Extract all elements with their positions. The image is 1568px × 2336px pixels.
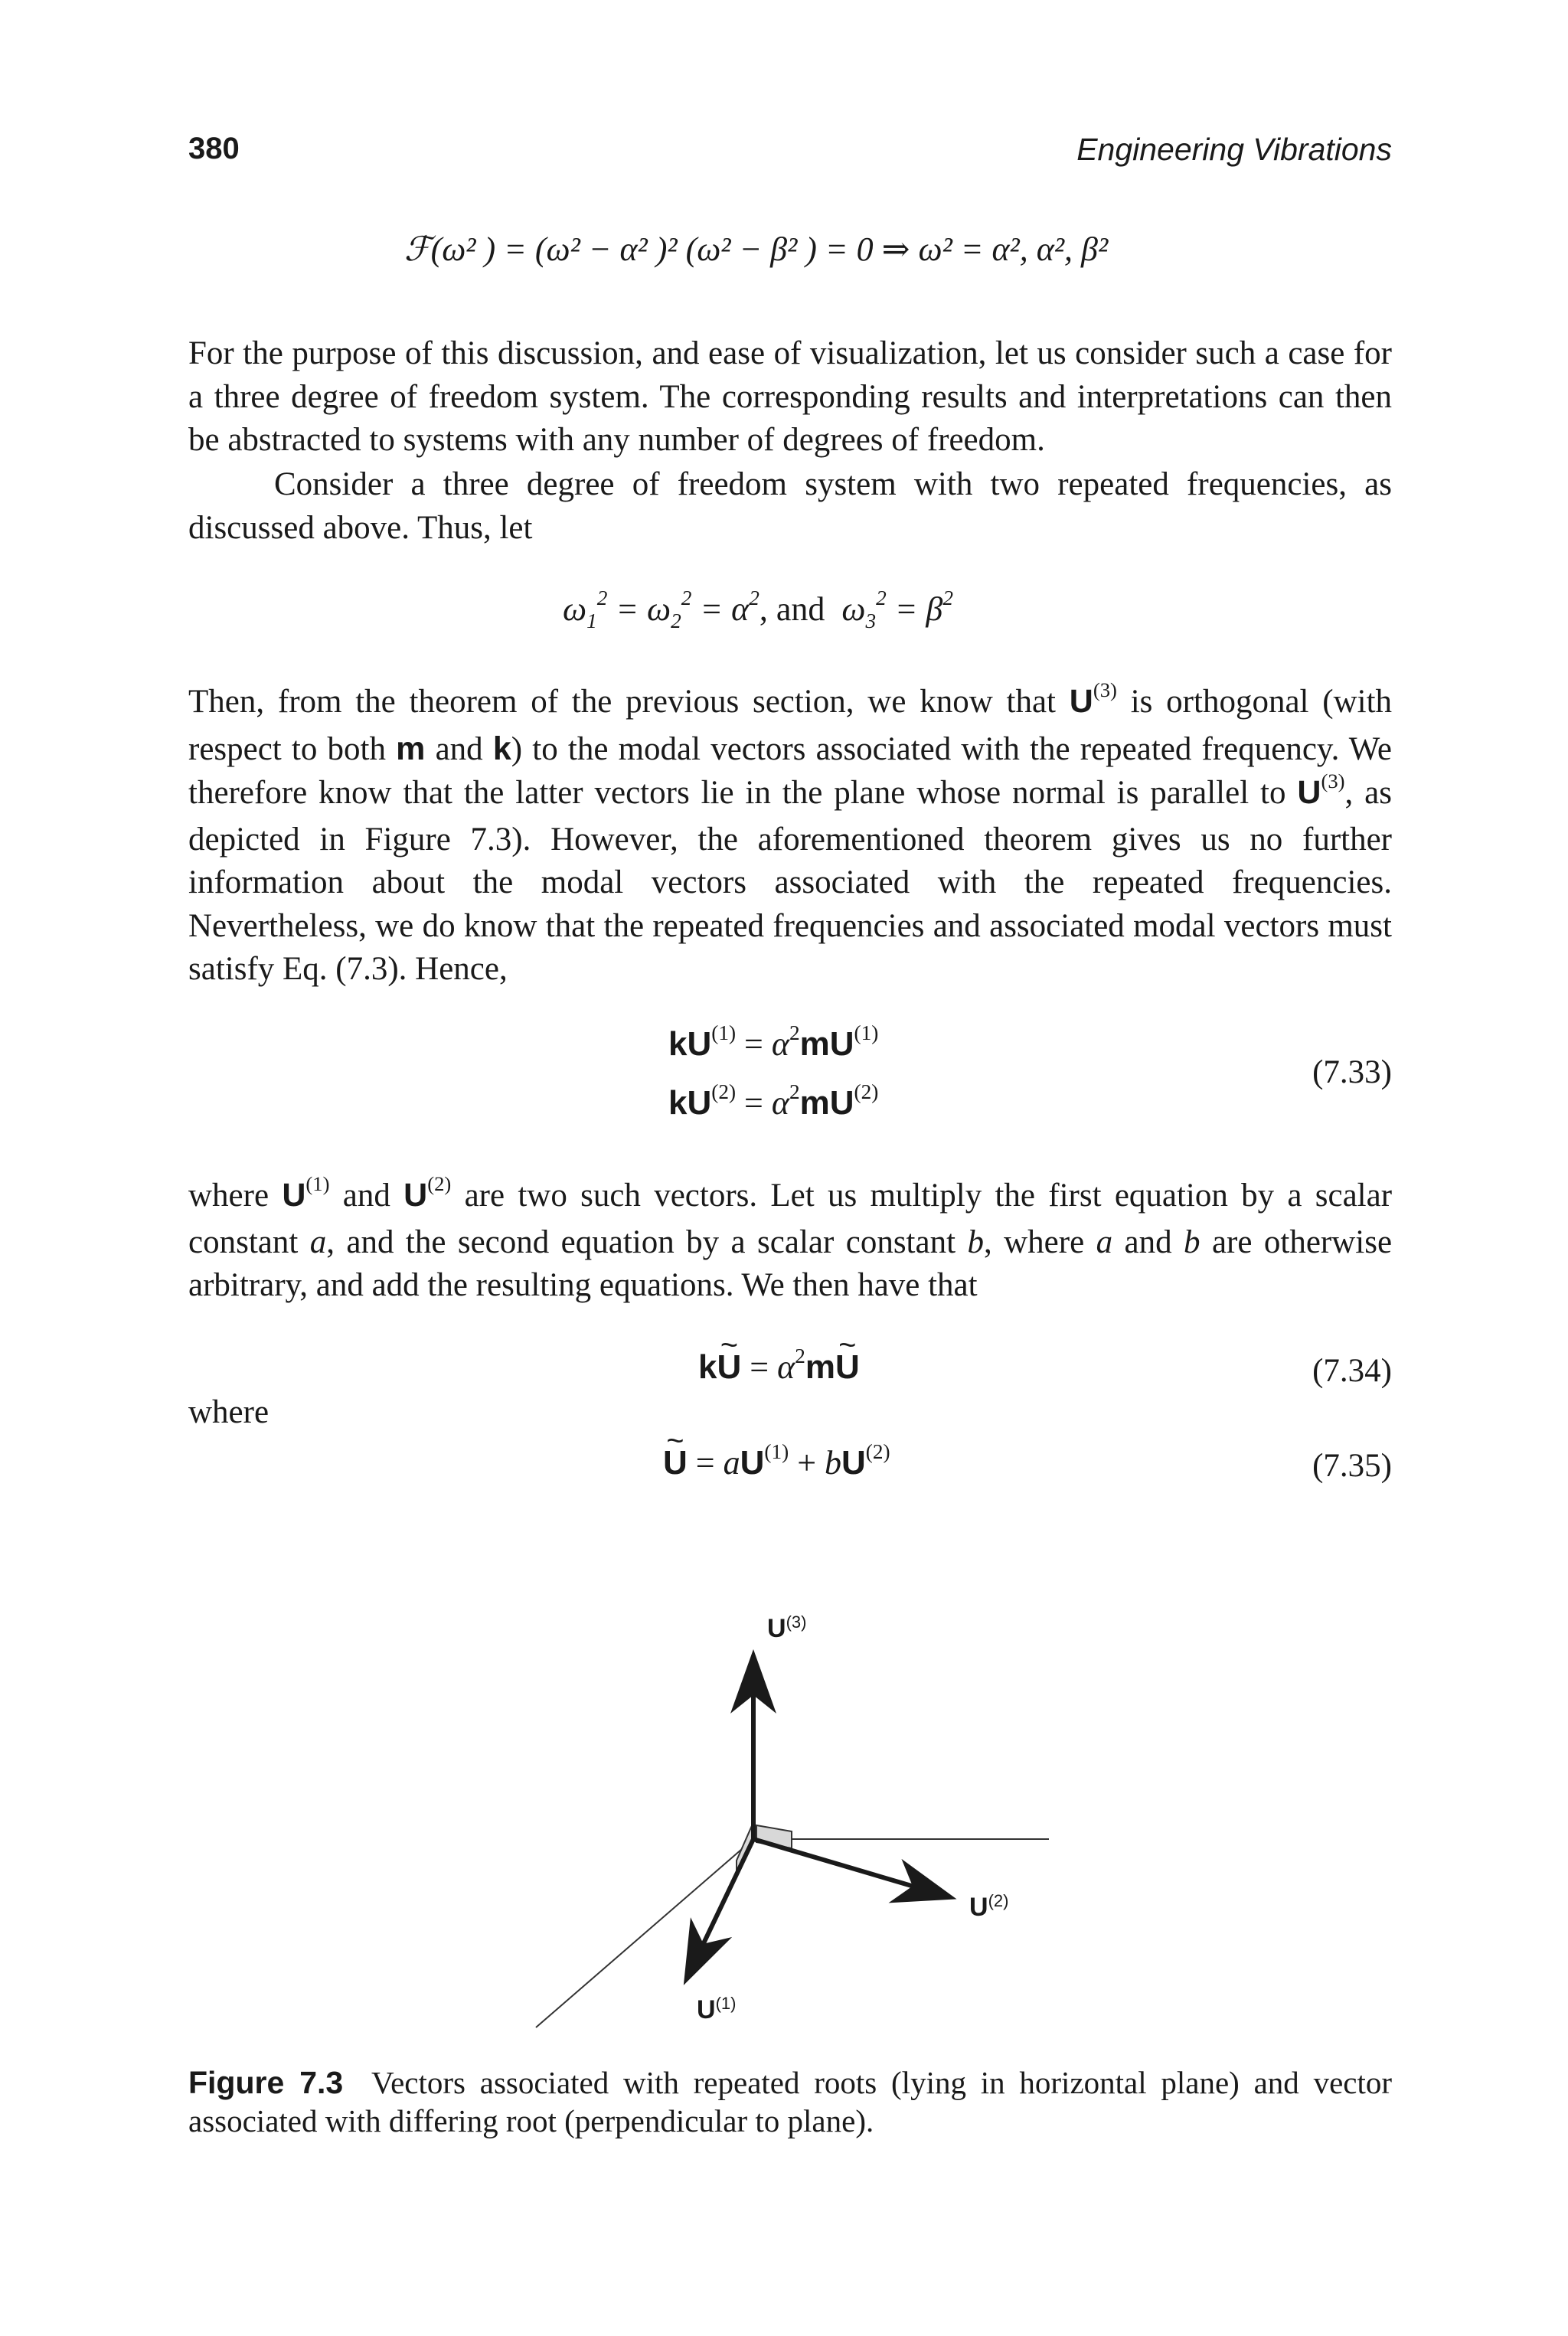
vector-u1-arrow [688, 1839, 753, 1977]
paragraph-2: Consider a three degree of freedom system with two repeated frequencies, as discussed above. Thus, let [188, 466, 1392, 546]
equation-number-7-35: (7.35) [1312, 1448, 1392, 1484]
frequency-equation: $\omega_1^2 = \omega_2^2 = \alpha^2$, and $\omega_3^2 = \beta^2$ [563, 586, 953, 632]
where-label: where [188, 1394, 270, 1430]
eq-implies: ⇒ [881, 230, 910, 268]
equation-7-35: U ~ = $aU^{(1)} + bU^{(2)}$ [663, 1443, 890, 1482]
equation-number-7-34: (7.34) [1312, 1353, 1392, 1389]
vector-u2-arrow [753, 1839, 948, 1897]
equation-7-33-line-2: $kU^{(2)} = \alpha^2mU^{(2)}$ [668, 1080, 879, 1122]
label-u2: $U^{(2)}$ [969, 1891, 1009, 1922]
page-number: 380 [188, 132, 240, 165]
caption-text: Vectors associated with repeated roots (lying in horizontal plane) and vector associated with differing root (perpendicular to plane). [188, 2065, 1393, 2138]
paragraph-1: For the purpose of this discussion, and ease of visualization, let us consider such a case for a three degree of freedom system. The corresponding results and interpretations can then be abstracted to systems with any number of degrees of freedom. [188, 335, 1392, 458]
figure-caption [188, 2063, 1392, 2140]
eq-and-text: , and [759, 590, 825, 628]
equation-number-7-33: (7.33) [1312, 1054, 1392, 1090]
paragraph-3: Then, from the theorem of the previous section, we know that $U^{(3)}$ is orthogonal (with respect to both m and k) to the modal vectors associated with the repeated frequency. We therefore know that the latter vectors lie in the plane whose normal is parallel to $U^{(3)}$, as depicted in Figure 7.3). However, the aforementioned theorem gives us no further information about the modal vectors associated with the repeated frequencies. Nevertheless, we do know that the repeated frequencies and associated modal vectors must satisfy Eq. (7.3). Hence, [188, 678, 1393, 987]
eq-rhs: ω² = α², α², β² [918, 230, 1109, 268]
running-title: Engineering Vibrations [1076, 132, 1392, 167]
label-u3: $U^{(3)}$ [767, 1612, 807, 1643]
equation-7-33-line-1: $kU^{(1)} = \alpha^2mU^{(1)}$ [668, 1021, 879, 1063]
equation-7-34: kU ~ = $\alpha^2mU$ ~ [698, 1348, 860, 1387]
label-u1: $U^{(1)}$ [697, 1994, 737, 2024]
caption-label: Figure 7.3 [188, 2065, 344, 2100]
eq-lhs: ℱ(ω² ) = (ω² − α² )² (ω² − β² ) = 0 [404, 230, 874, 268]
paragraph-4: where $U^{(1)}$ and $U^{(2)}$ are two such vectors. Let us multiply the first equation by a scalar constant a, and the second equation by a scalar constant b, where a and b are otherwise arbitrary, and add the resulting equations. We then have that [188, 1172, 1393, 1303]
